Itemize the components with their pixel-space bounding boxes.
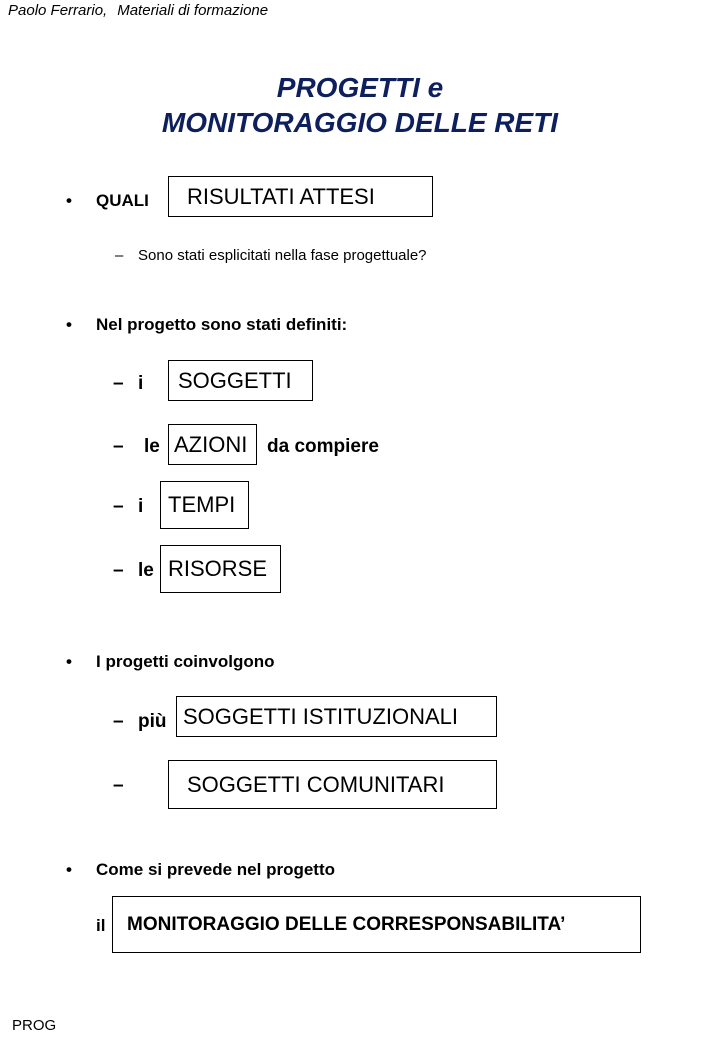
item-risorse-prefix: le <box>138 560 154 581</box>
box-tempi <box>160 481 249 529</box>
item-azioni-prefix: le <box>144 436 160 457</box>
footer-code: PROG <box>12 1017 57 1034</box>
box-risultati-attesi <box>168 176 433 217</box>
box-tempi-text: TEMPI <box>168 492 236 517</box>
box-soggetti-comunitari <box>168 760 497 809</box>
box-soggetti-text: SOGGETTI <box>178 367 292 393</box>
box-risorse-text: RISORSE <box>168 556 268 581</box>
box-soggetti-istituzionali <box>176 696 497 737</box>
box-monitoraggio-text: MONITORAGGIO DELLE CORRESPONSABILITA’ <box>127 913 566 935</box>
section3-lead: I progetti coinvolgono <box>96 652 275 671</box>
box-soggetti-comunitari-text: SOGGETTI COMUNITARI <box>187 771 445 797</box>
box-risorse <box>160 545 281 593</box>
box-risultati-attesi-text: RISULTATI ATTESI <box>187 183 375 209</box>
header-author: Paolo Ferrario, <box>8 2 108 19</box>
item-tempi-prefix: i <box>138 496 144 517</box>
section4-prefix: il <box>96 916 106 935</box>
item-soggetti-prefix: i <box>138 373 144 394</box>
box-azioni <box>168 424 257 465</box>
dash-3-2: – <box>113 775 124 796</box>
dash-2-4: – <box>113 560 124 581</box>
bullet-3: • <box>66 652 72 671</box>
header-subtitle: Materiali di formazione <box>117 2 269 19</box>
bullet-4: • <box>66 860 72 879</box>
dash-2-3: – <box>113 496 124 517</box>
item-istituzionali-prefix: più <box>138 711 167 732</box>
header <box>8 2 268 19</box>
box-soggetti <box>168 360 313 401</box>
sub-dash-1: – <box>115 247 124 264</box>
section1-lead: QUALI <box>96 191 149 210</box>
section2-lead: Nel progetto sono stati definiti: <box>96 315 348 334</box>
box-azioni-text: AZIONI <box>174 431 248 457</box>
bullet-2: • <box>66 315 72 334</box>
section4-lead: Come si prevede nel progetto <box>96 860 335 879</box>
box-monitoraggio <box>112 896 641 953</box>
dash-2-2: – <box>113 436 124 457</box>
box-soggetti-istituzionali-text: SOGGETTI ISTITUZIONALI <box>183 703 459 729</box>
dash-3-1: – <box>113 711 124 732</box>
section1-sub: Sono stati esplicitati nella fase progettuale? <box>138 247 427 264</box>
page-title-line1: PROGETTI e <box>276 72 444 103</box>
dash-2-1: – <box>113 373 124 394</box>
bullet-1: • <box>66 191 72 210</box>
item-azioni-suffix: da compiere <box>267 436 379 457</box>
page-title-line2: MONITORAGGIO DELLE RETI <box>161 107 559 138</box>
